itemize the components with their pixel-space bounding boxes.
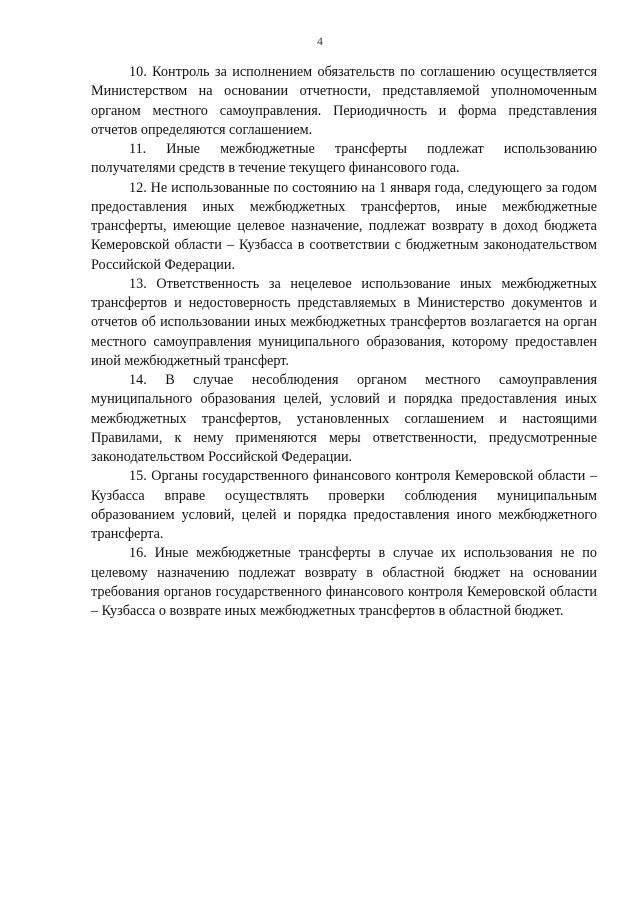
page-number: 4 <box>317 36 323 48</box>
paragraph-16: 16. Иные межбюджетные трансферты в случае их использования не по целевому назначению подлежат возврату в областной бюджет на основании требования органов государственного финансового контроля Кемеровской области – Кузбасса о возврате иных межбюджетных трансфертов в областной бюджет. <box>91 545 597 619</box>
paragraph-13: 13. Ответственность за нецелевое использование иных межбюджетных трансфертов и недостоверность представляемых в Министерство документов и отчетов об использовании иных межбюджетных трансфертов возлагается на орган местного самоуправления муниципального образования, которому предоставлен иной межбюджетный трансферт. <box>91 275 597 369</box>
paragraph-14: 14. В случае несоблюдения органом местного самоуправления муниципального образования целей, условий и порядка предоставления иных межбюджетных трансфертов, установленных соглашением и настоящими Правилами, к нему применяются меры ответственности, предусмотренные законодательством Российской Федерации. <box>91 372 597 465</box>
paragraph-10: 10. Контроль за исполнением обязательств по соглашению осуществляется Министерством на основании отчетности, представляемой уполномоченным органом местного самоуправления. Периодичность и форма представления отчетов определяются соглашением. <box>91 64 597 138</box>
paragraph-12: 12. Не использованные по состоянию на 1 января года, следующего за годом предоставления иных межбюджетных трансфертов, иные межбюджетные трансферты, имеющие целевое назначение, подлежат возврату в доход бюджета Кемеровской области – Кузбасса в соответствии с бюджетным законодательством Российской Федерации. <box>91 179 597 273</box>
paragraph-11: 11. Иные межбюджетные трансферты подлежат использованию получателями средств в течение текущего финансового года. <box>91 141 597 177</box>
document-body <box>91 63 597 621</box>
paragraph-15: 15. Органы государственного финансового контроля Кемеровской области – Кузбасса вправе осуществлять проверки соблюдения муниципальным образованием условий, целей и порядка предоставления иного межбюджетного трансферта. <box>91 468 597 542</box>
